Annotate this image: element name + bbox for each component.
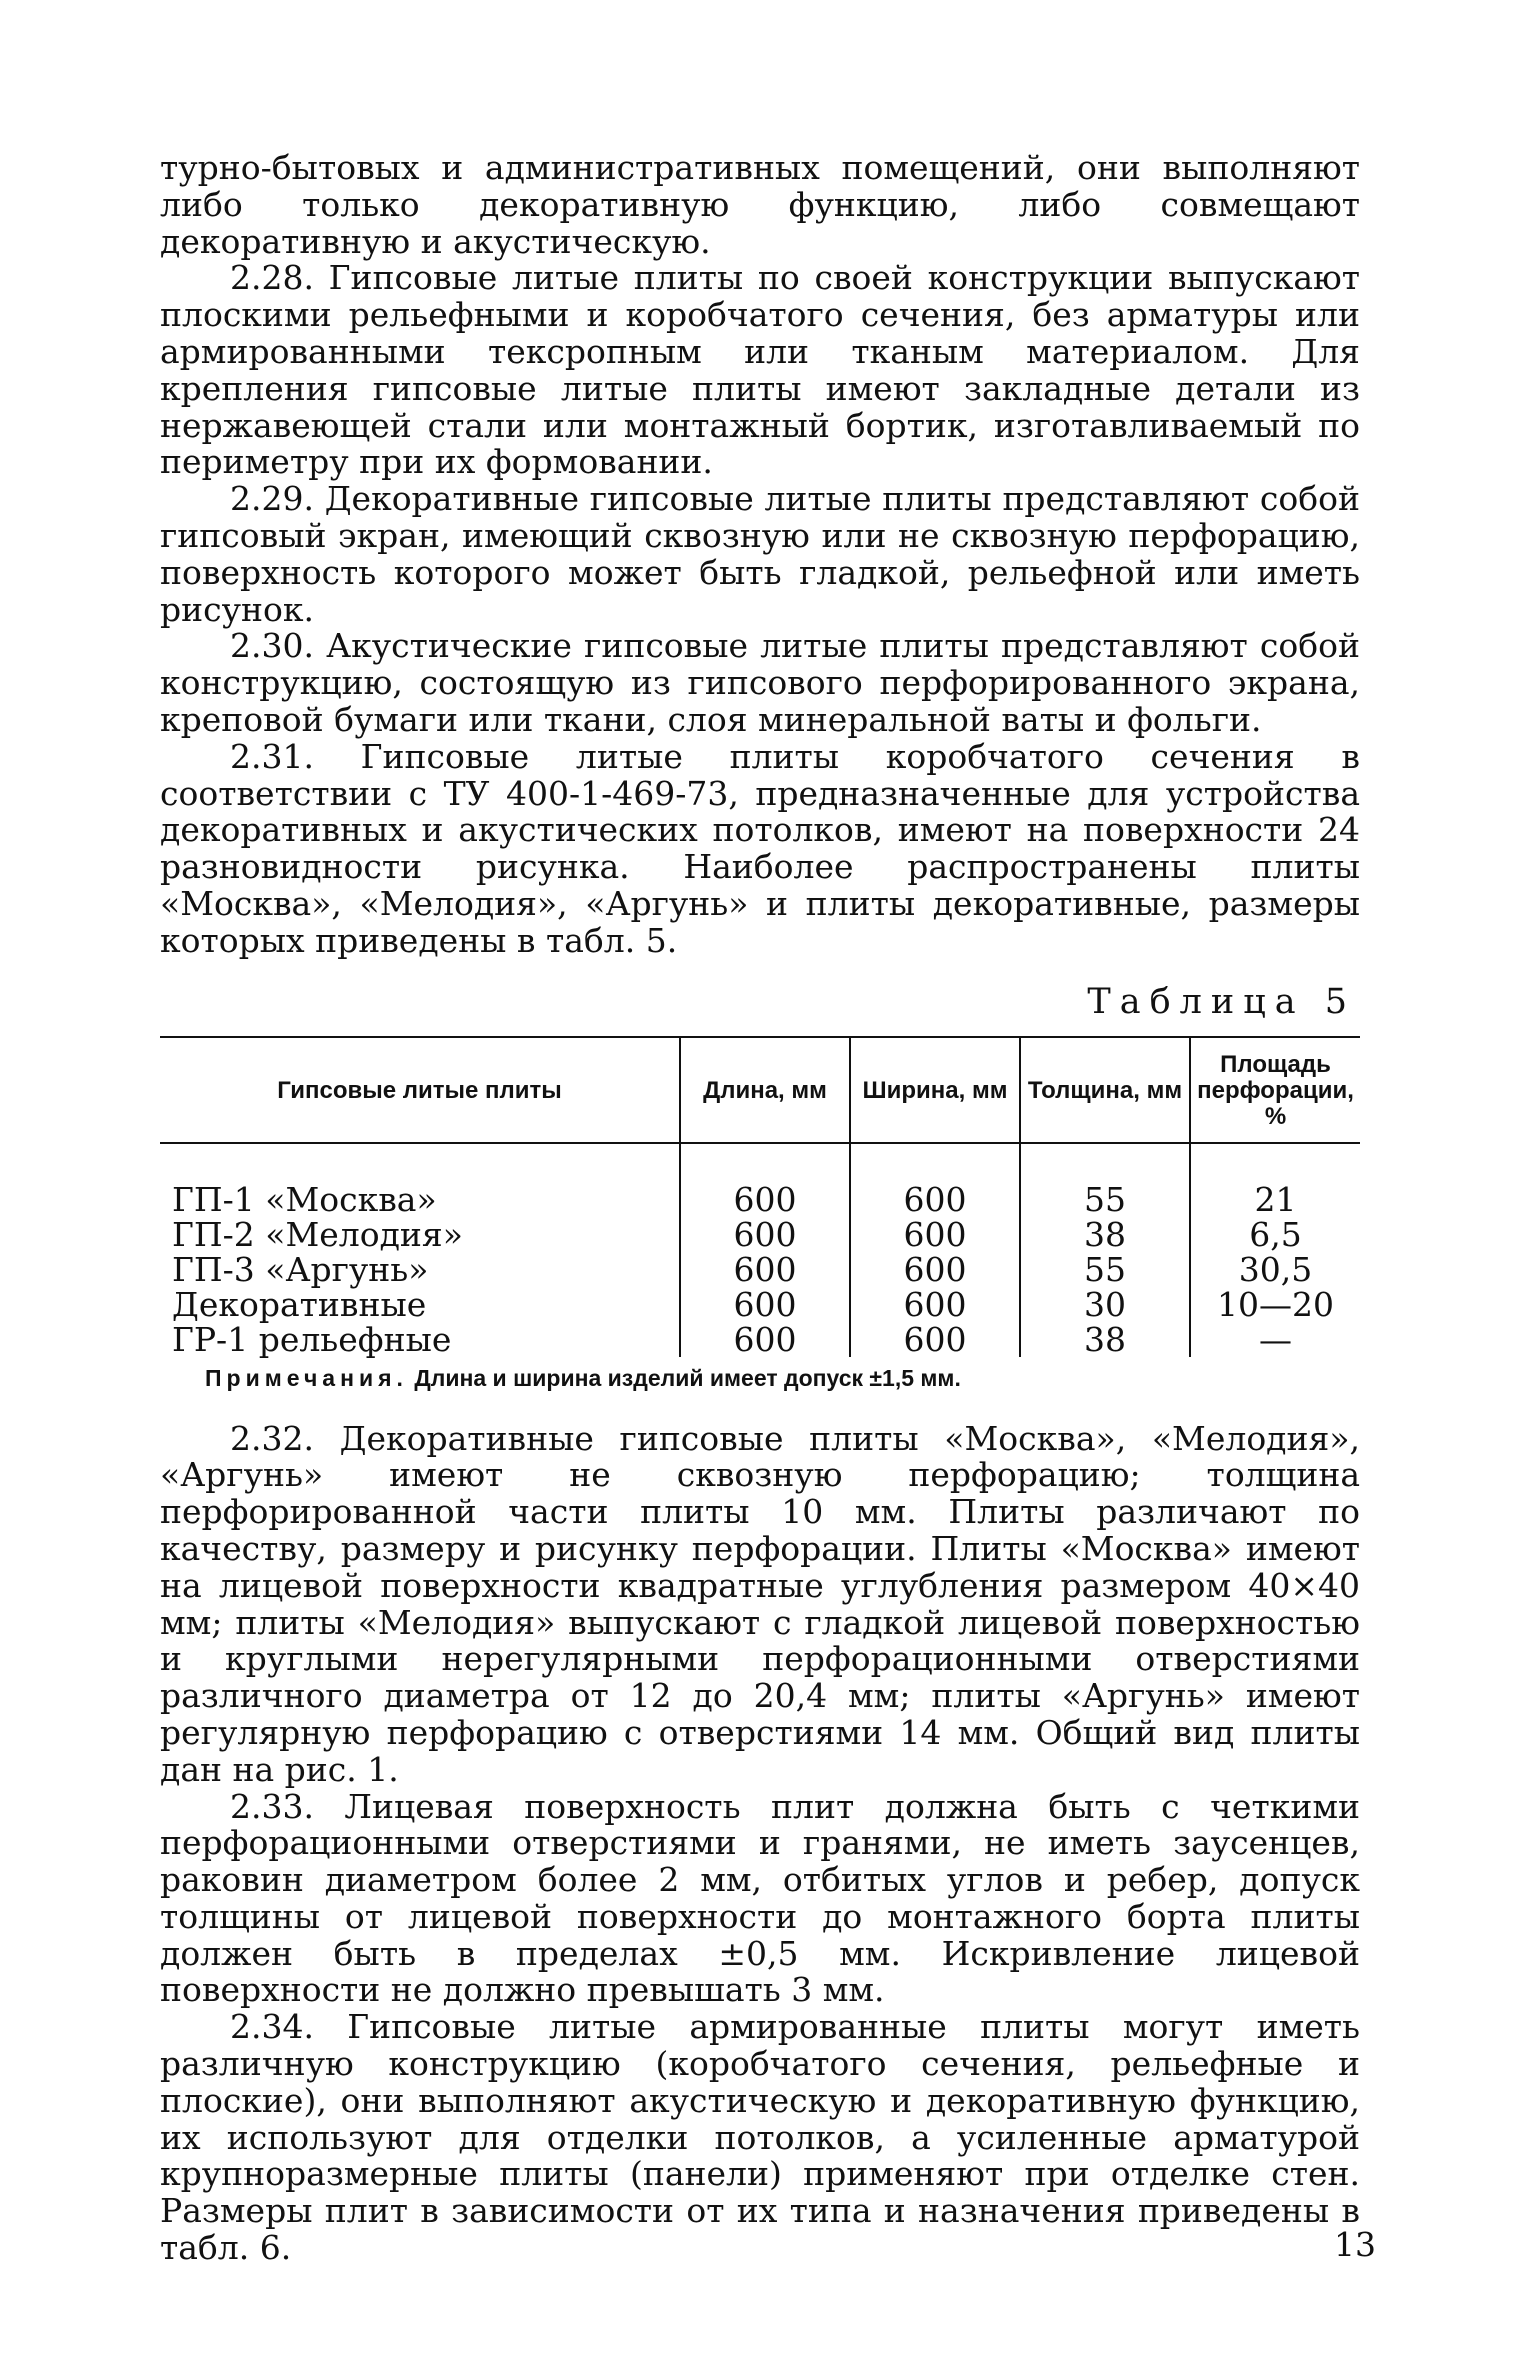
paragraph-2-31: 2.31. Гипсовые литые плиты коробчатого сечения в соответствии с ТУ 400-1-469-73, предназначенные для устройства декоративных и акустических потолков, имеют на поверхности 24 разновидности рисунка. Наиболее распространены плиты «Москва», «Мелодия», «Аргунь» и плиты декоративные, размеры которых приведены в табл. 5.: [160, 736, 1360, 960]
paragraph-2-29: 2.29. Декоративные гипсовые литые плиты представляют собой гипсовый экран, имеющий сквозную или не сквозную перфорацию, поверхность которого может быть гладкой, рельефной или иметь рисунок.: [160, 479, 1360, 629]
paragraph-2-32: 2.32. Декоративные гипсовые плиты «Москва», «Мелодия», «Аргунь» имеют не сквозную перфорацию; толщина перфорированной части плиты 10 мм. Плиты различают по качеству, размеру и рисунку перфорации. Плиты «Москва» имеют на лицевой поверхности квадратные углубления размером 40×40 мм; плиты «Мелодия» выпускают с гладкой лицевой поверхностью и круглыми нерегулярными перфорационными отверстиями различного диаметра от 12 до 20,4 мм; плиты «Аргунь» имеют регулярную перфорацию с отверстиями 14 мм. Общий вид плиты дан на рис. 1.: [160, 1418, 1360, 1789]
paragraph-2-30: 2.30. Акустические гипсовые литые плиты представляют собой конструкцию, состоящую из гипсового перфорированного экрана, креповой бумаги или ткани, слоя минеральной ваты и фольги.: [160, 626, 1360, 739]
paragraph-2-33: 2.33. Лицевая поверхность плит должна быть с четкими перфорационными отверстиями и гранями, не иметь заусенцев, раковин диаметром более 2 мм, отбитых углов и ребер, допуск толщины от лицевой поверхности до монтажного борта плиты должен быть в пределах ±0,5 мм. Искривление лицевой поверхности не должно превышать 3 мм.: [160, 1786, 1360, 2010]
table-spacer-row: [160, 1143, 1360, 1182]
cell-plate-name: ГР-1 рельефные: [172, 1319, 452, 1359]
cell-length: 600: [680, 1287, 850, 1322]
cell-plate-name: ГП-1 «Москва»: [172, 1179, 437, 1219]
note-label: Примечания.: [205, 1364, 408, 1391]
cell-length: 600: [680, 1252, 850, 1287]
cell-width: 600: [850, 1252, 1020, 1287]
header-width: Ширина, мм: [850, 1037, 1020, 1143]
paragraph-intro: турно-бытовых и административных помещений, они выполняют либо только декоративную функцию, либо совмещают декоративную и акустическую.: [160, 148, 1360, 261]
text-after-table: [160, 1418, 1360, 2268]
table-row: [160, 1182, 1360, 1217]
cell-thickness: 55: [1020, 1252, 1190, 1287]
table-row: [160, 1252, 1360, 1287]
cell-thickness: 38: [1020, 1217, 1190, 1252]
cell-width: 600: [850, 1217, 1020, 1252]
header-perforation: Площадь перфорации, %: [1190, 1037, 1360, 1143]
cell-perforation: 10—20: [1190, 1287, 1360, 1322]
table-row: [160, 1217, 1360, 1252]
header-thickness: Толщина, мм: [1020, 1037, 1190, 1143]
header-plates: Гипсовые литые плиты: [160, 1037, 680, 1143]
page-number: 13: [1334, 2225, 1376, 2264]
document-page: [160, 150, 1360, 2267]
cell-perforation: 21: [1190, 1182, 1360, 1217]
cell-perforation: 30,5: [1190, 1252, 1360, 1287]
cell-plate-name: Декоративные: [172, 1284, 427, 1324]
cell-plate-name: ГП-2 «Мелодия»: [172, 1214, 463, 1254]
table-5: [160, 1036, 1360, 1357]
text-before-table: [160, 150, 1360, 960]
cell-plate-name: ГП-3 «Аргунь»: [172, 1249, 429, 1289]
cell-perforation: —: [1190, 1322, 1360, 1357]
cell-length: 600: [680, 1182, 850, 1217]
paragraph-2-28: 2.28. Гипсовые литые плиты по своей конструкции выпускают плоскими рельефными и коробчатого сечения, без арматуры или армированными тексропным или тканым материалом. Для крепления гипсовые литые плиты имеют закладные детали из нержавеющей стали или монтажный бортик, изготавливаемый по периметру при их формовании.: [160, 258, 1360, 482]
cell-length: 600: [680, 1217, 850, 1252]
cell-thickness: 30: [1020, 1287, 1190, 1322]
table-caption: Таблица 5: [1087, 981, 1356, 1022]
table-header-row: [160, 1037, 1360, 1143]
cell-perforation: 6,5: [1190, 1217, 1360, 1252]
cell-width: 600: [850, 1322, 1020, 1357]
table-note: [205, 1363, 1360, 1393]
note-text: Длина и ширина изделий имеет допуск ±1,5 мм.: [414, 1364, 961, 1391]
cell-width: 600: [850, 1182, 1020, 1217]
header-length: Длина, мм: [680, 1037, 850, 1143]
cell-thickness: 38: [1020, 1322, 1190, 1357]
cell-width: 600: [850, 1287, 1020, 1322]
cell-thickness: 55: [1020, 1182, 1190, 1217]
cell-length: 600: [680, 1322, 850, 1357]
table-row: [160, 1322, 1360, 1357]
paragraph-2-34: 2.34. Гипсовые литые армированные плиты могут иметь различную конструкцию (коробчатого сечения, рельефные и плоские), они выполняют акустическую и декоративную функцию, их используют для отделки потолков, а усиленные арматурой крупноразмерные плиты (панели) применяют при отделке стен. Размеры плит в зависимости от их типа и назначения приведены в табл. 6.: [160, 2007, 1360, 2268]
table-row: [160, 1287, 1360, 1322]
